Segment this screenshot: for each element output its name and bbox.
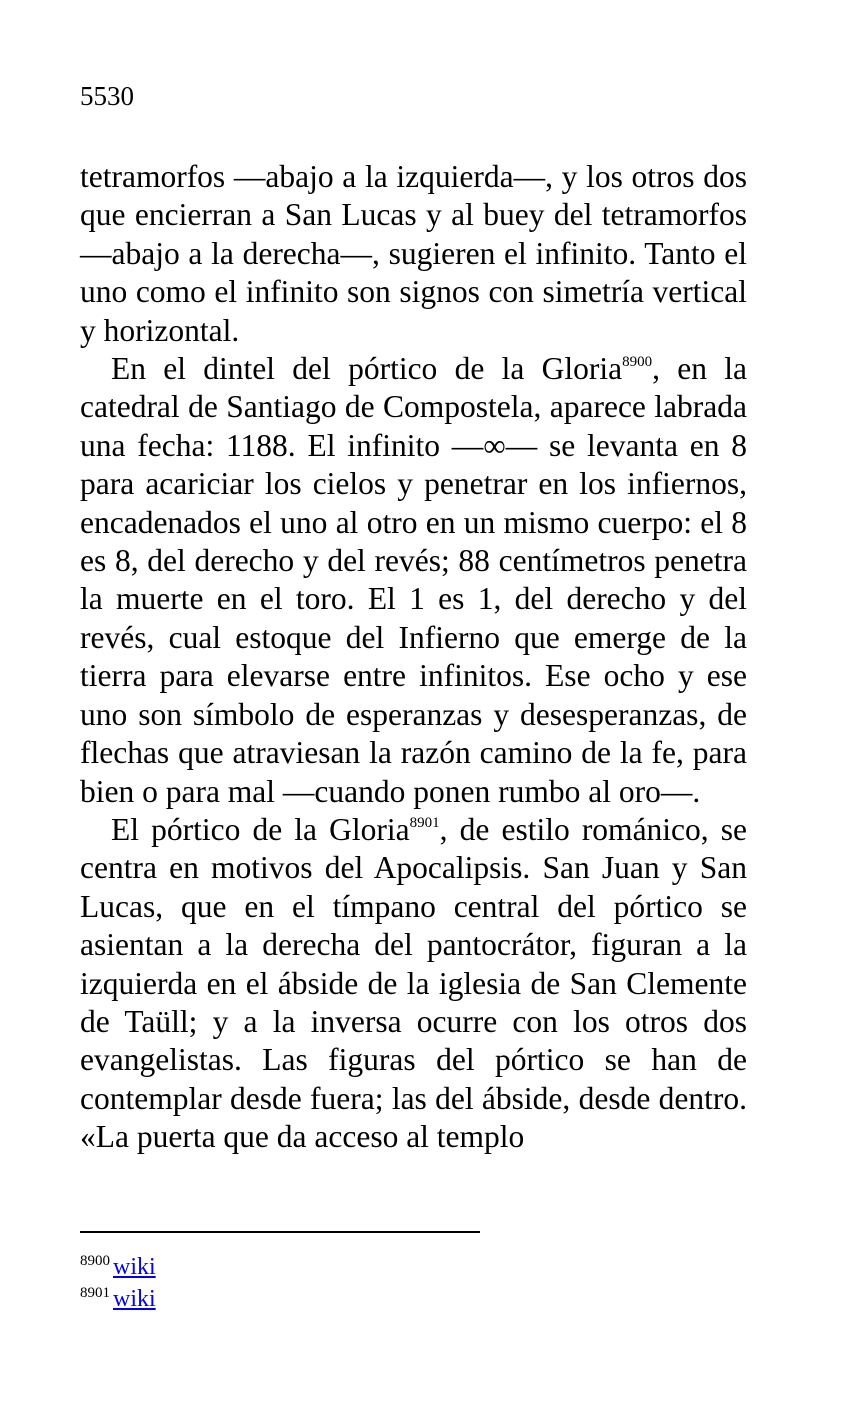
- paragraph: [80, 811, 747, 1157]
- footnote-divider: [80, 1231, 480, 1233]
- page-number: 5530: [80, 81, 134, 111]
- footnote-number: 8900: [80, 1253, 110, 1269]
- footnote-wiki-link[interactable]: wiki: [113, 1286, 156, 1312]
- paragraph-text: El pórtico de la Gloria: [111, 811, 410, 847]
- footnote-reference: 8901: [409, 814, 440, 831]
- footnote: [80, 1251, 156, 1283]
- paragraph: [80, 350, 747, 811]
- paragraph-text: En el dintel del pórtico de la Gloria: [111, 351, 623, 387]
- paragraph-text: , en la catedral de Santiago de Compostela, aparece labrada una fecha: 1188. El infinito —∞— se levanta en 8 para acariciar los cielos y penetrar en los infiernos, encadenados el uno al otro en un mismo cuerpo: el 8 es 8, del derecho y del revés; 88 centímetros penetra la muerte en el toro. El 1 es 1, del derecho y del revés, cual estoque del Infierno que emerge de la tierra para elevarse entre infinitos. Ese ocho y ese uno son símbolo de esperanzas y desesperanzas, de flechas que atraviesan la razón camino de la fe, para bien o para mal —cuando ponen rumbo al oro—.: [80, 351, 747, 809]
- footnote: [80, 1283, 156, 1315]
- footnote-number: 8901: [80, 1285, 110, 1301]
- paragraph-text: , de estilo románico, se centra en motivos del Apocalipsis. San Juan y San Lucas, que en el tímpano central del pórtico se asientan a la derecha del pantocrátor, figuran a la izquierda en el ábside de la iglesia de San Clemente de Taüll; y a la inversa ocurre con los otros dos evangelistas. Las figuras del pórtico se han de contemplar desde fuera; las del ábside, desde dentro. «La puerta que da acceso al templo: [80, 811, 748, 1155]
- footnote-wiki-link[interactable]: wiki: [113, 1254, 156, 1280]
- paragraph-text: tetramorfos —abajo a la izquierda—, y los otros dos que encierran a San Lucas y al buey del tetramorfos —abajo a la derecha—, sugieren el infinito. Tanto el uno como el infinito son signos con simetría vertical y horizontal.: [80, 159, 747, 348]
- footnotes: [80, 1251, 156, 1315]
- paragraph: [80, 158, 747, 350]
- body-text: [80, 158, 747, 1157]
- footnote-reference: 8900: [622, 354, 653, 371]
